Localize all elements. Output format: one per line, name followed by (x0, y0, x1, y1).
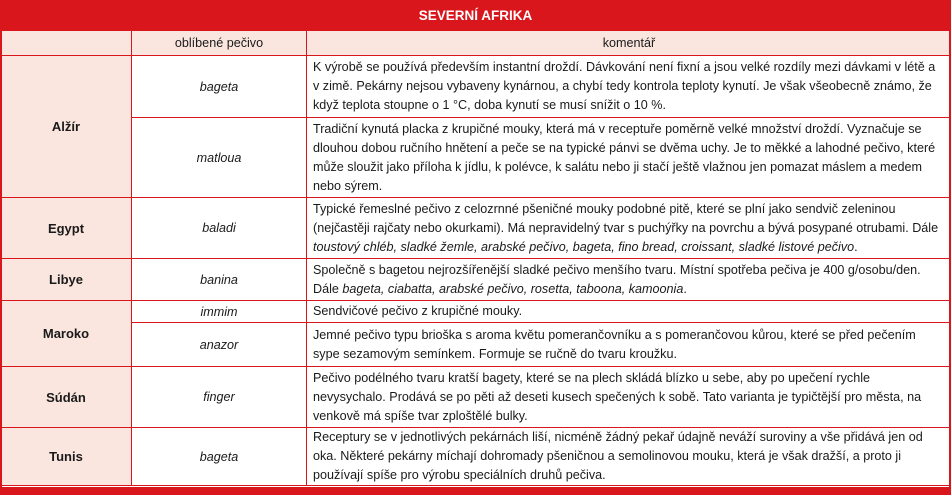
pastry-cell: bageta (132, 56, 307, 118)
comment-cell: K výrobě se používá především instantní droždí. Dávkování není fixní a jsou velké rozdíly mezi dávkami v létě a v zimě. Pekárny nejsou vybaveny kynárnou, a chybí tedy kontrola teploty kynutí. Je však všeobecně známo, že když teplota stoupne o 1 °C, doba kynutí se musí snížit o 10 %. (307, 56, 951, 118)
pastry-cell: banina (132, 259, 307, 301)
table-row (1, 301, 951, 323)
pastry-cell: finger (132, 367, 307, 428)
table-row (1, 323, 951, 367)
comment-cell: Jemné pečivo typu brioška s aroma květu pomerančovníku a s pomerančovou kůrou, které se před pečením sype sezamovým semínkem. Formuje se ručně do tvaru kroužku. (307, 323, 951, 367)
comment-italic-list: toustový chléb, sladké žemle, arabské pečivo, bageta, fino bread, croissant, sladké listové pečivo (313, 239, 855, 254)
country-cell: Maroko (1, 301, 132, 367)
comment-text: Společně s bagetou nejrozšířenější sladké pečivo menšího tvaru. Místní spotřeba pečiva je 400 g/osobu/den. Dále (313, 262, 921, 296)
comment-italic-list: bageta, ciabatta, arabské pečivo, rosetta, taboona, kamoonia (342, 281, 684, 296)
header-comment: komentář (307, 31, 951, 56)
table-row (1, 428, 951, 486)
comment-cell: Sendvičové pečivo z krupičné mouky. (307, 301, 951, 323)
table-title: SEVERNÍ AFRIKA (0, 0, 951, 30)
header-country (1, 31, 132, 56)
table-row (1, 198, 951, 259)
country-cell: Libye (1, 259, 132, 301)
pastry-cell: anazor (132, 323, 307, 367)
left-border (0, 30, 2, 495)
table-row (1, 118, 951, 198)
country-cell: Súdán (1, 367, 132, 428)
pastry-cell: baladi (132, 198, 307, 259)
country-cell: Egypt (1, 198, 132, 259)
country-cell: Tunis (1, 428, 132, 486)
table-row (1, 56, 951, 118)
comment-cell (307, 259, 951, 301)
comment-end: . (683, 281, 687, 296)
pastry-cell: immim (132, 301, 307, 323)
pastry-table (0, 30, 951, 486)
pastry-cell: matloua (132, 118, 307, 198)
comment-cell: Receptury se v jednotlivých pekárnách liší, nicméně žádný pekař údajně neváží suroviny a vše přidává jen od oka. Některé pekárny míchají dohromady pšeničnou a semolinovou mouku, která je však dražší, a proto ji používají spíše pro výrobu speciálních druhů pečiva. (307, 428, 951, 486)
comment-end: . (854, 239, 858, 254)
header-row (1, 31, 951, 56)
pastry-cell: bageta (132, 428, 307, 486)
comment-cell (307, 198, 951, 259)
bottom-border (0, 487, 951, 495)
country-cell: Alžír (1, 56, 132, 198)
comment-text: Typické řemeslné pečivo z celozrnné pšeničné mouky podobné pitě, které se plní jako sendvič zeleninou (nejčastěji rajčaty nebo okurkami). Má nepravidelný tvar s puchýřky na povrchu a bývá posypané otrubami. Dále (313, 201, 939, 235)
table-row (1, 367, 951, 428)
table-row (1, 259, 951, 301)
comment-cell: Pečivo podélného tvaru kratší bagety, které se na plech skládá blízko u sebe, aby po upečení rychle nevysychalo. Prodává se po pěti až deseti kusech spečených k sobě. Tato varianta je typičtější pro města, na venkově má spíše tvar zploštělé bulky. (307, 367, 951, 428)
comment-cell: Tradiční kynutá placka z krupičné mouky, která má v receptuře poměrně velké množství droždí. Vyznačuje se dlouhou dobou ručního hnětení a peče se na typické pánvi se dvěma uchy. Je to měkké a lahodné pečivo, které může sloužit jako příloha k jídlu, k polévce, k salátu nebo ji stačí ještě vlažnou jen pomazat máslem a medem nebo sýrem. (307, 118, 951, 198)
header-pastry: oblíbené pečivo (132, 31, 307, 56)
